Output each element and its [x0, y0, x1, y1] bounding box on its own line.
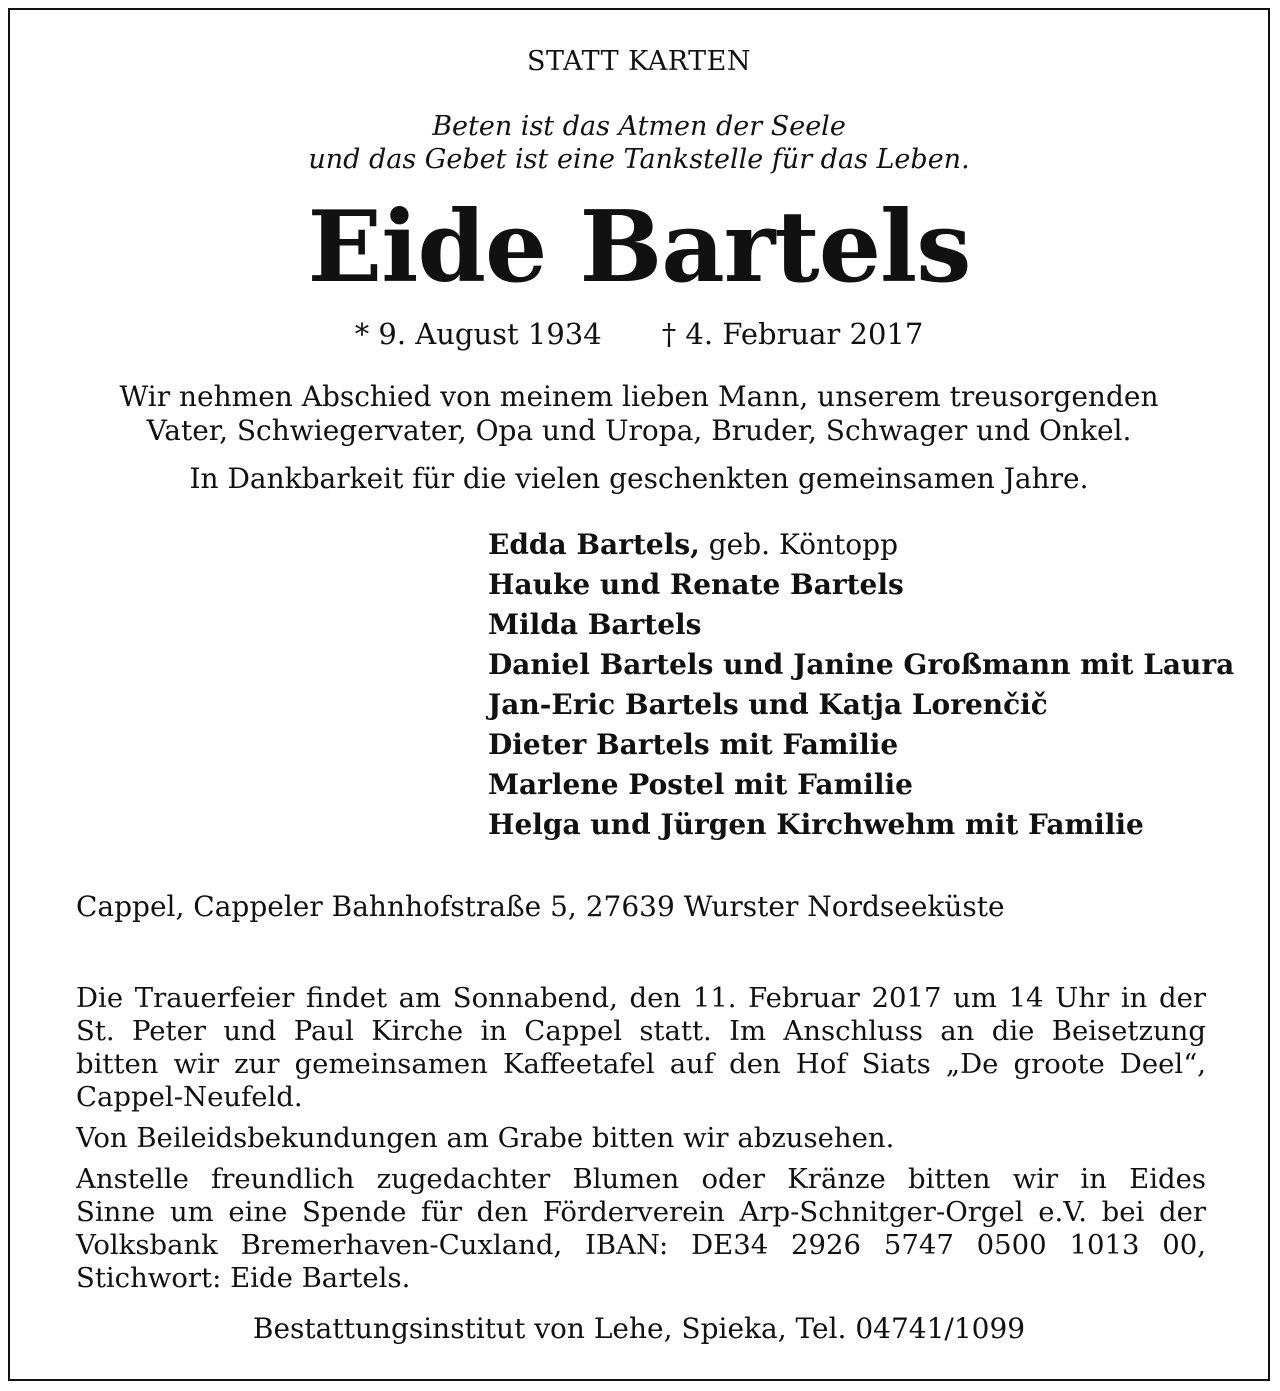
obituary-notice — [8, 8, 1270, 1381]
mourner-item: Dieter Bartels mit Familie — [488, 728, 899, 761]
ceremony-paragraph — [76, 982, 1206, 1114]
intro-line-2: Vater, Schwiegervater, Opa und Uropa, Bruder, Schwager und Onkel. — [146, 414, 1132, 447]
ceremony-line: bitten wir zur gemeinsamen Kaffeetafel auf den Hof Siats „De groote Deel“, — [76, 1048, 1206, 1080]
intro-line-1: Wir nehmen Abschied von meinem lieben Mann, unserem treusorgenden — [119, 380, 1159, 413]
mourners-list — [488, 525, 1234, 845]
donation-line: Stichwort: Eide Bartels. — [76, 1262, 411, 1294]
mourner-item: Daniel Bartels und Janine Großmann mit Laura — [488, 648, 1235, 681]
life-dates — [10, 317, 1268, 351]
mourner-item: Hauke und Renate Bartels — [488, 568, 904, 601]
header-statt-karten: STATT KARTEN — [527, 46, 751, 77]
motto-line-2: und das Gebet ist eine Tankstelle für das Leben. — [308, 144, 970, 175]
donation-line: Sinne um eine Spende für den Förderverein Arp-Schnitger-Orgel e.V. bei der — [76, 1196, 1206, 1228]
mourner-item: Marlene Postel mit Familie — [488, 768, 913, 801]
mourner-maiden-name: geb. Köntopp — [699, 528, 898, 561]
motto-line-1: Beten ist das Atmen der Seele — [432, 111, 846, 142]
donation-line: Volksbank Bremerhaven-Cuxland, IBAN: DE34 2926 5747 0500 1013 00, — [76, 1229, 1206, 1261]
mourner-item: Jan-Eric Bartels und Katja Lorenčič — [488, 688, 1048, 721]
mourner-item — [488, 525, 1234, 565]
ceremony-line: St. Peter und Paul Kirche in Cappel statt. Im Anschluss an die Beisetzung — [76, 1015, 1206, 1047]
address: Cappel, Cappeler Bahnhofstraße 5, 27639 Wurster Nordseeküste — [76, 890, 1005, 923]
thanks-line: In Dankbarkeit für die vielen geschenkten gemeinsamen Jahre. — [189, 462, 1089, 495]
ceremony-line: Die Trauerfeier findet am Sonnabend, den 11. Februar 2017 um 14 Uhr in der — [76, 982, 1206, 1014]
condolences-line: Von Beileidsbekundungen am Grabe bitten wir abzusehen. — [76, 1122, 895, 1154]
donation-paragraph — [76, 1163, 1206, 1295]
undertaker-line: Bestattungsinstitut von Lehe, Spieka, Tel. 04741/1099 — [252, 1312, 1026, 1345]
mourner-item: Milda Bartels — [488, 608, 702, 641]
death-date: † 4. Februar 2017 — [661, 317, 924, 351]
birth-date: * 9. August 1934 — [354, 317, 602, 351]
mourner-name: Edda Bartels, — [488, 528, 700, 561]
donation-line: Anstelle freundlich zugedachter Blumen oder Kränze bitten wir in Eides — [76, 1163, 1206, 1195]
ceremony-line: Cappel-Neufeld. — [76, 1081, 303, 1113]
condolences-paragraph — [76, 1122, 1206, 1155]
mourner-item: Helga und Jürgen Kirchwehm mit Familie — [488, 808, 1144, 841]
deceased-name: Eide Bartels — [307, 190, 971, 305]
